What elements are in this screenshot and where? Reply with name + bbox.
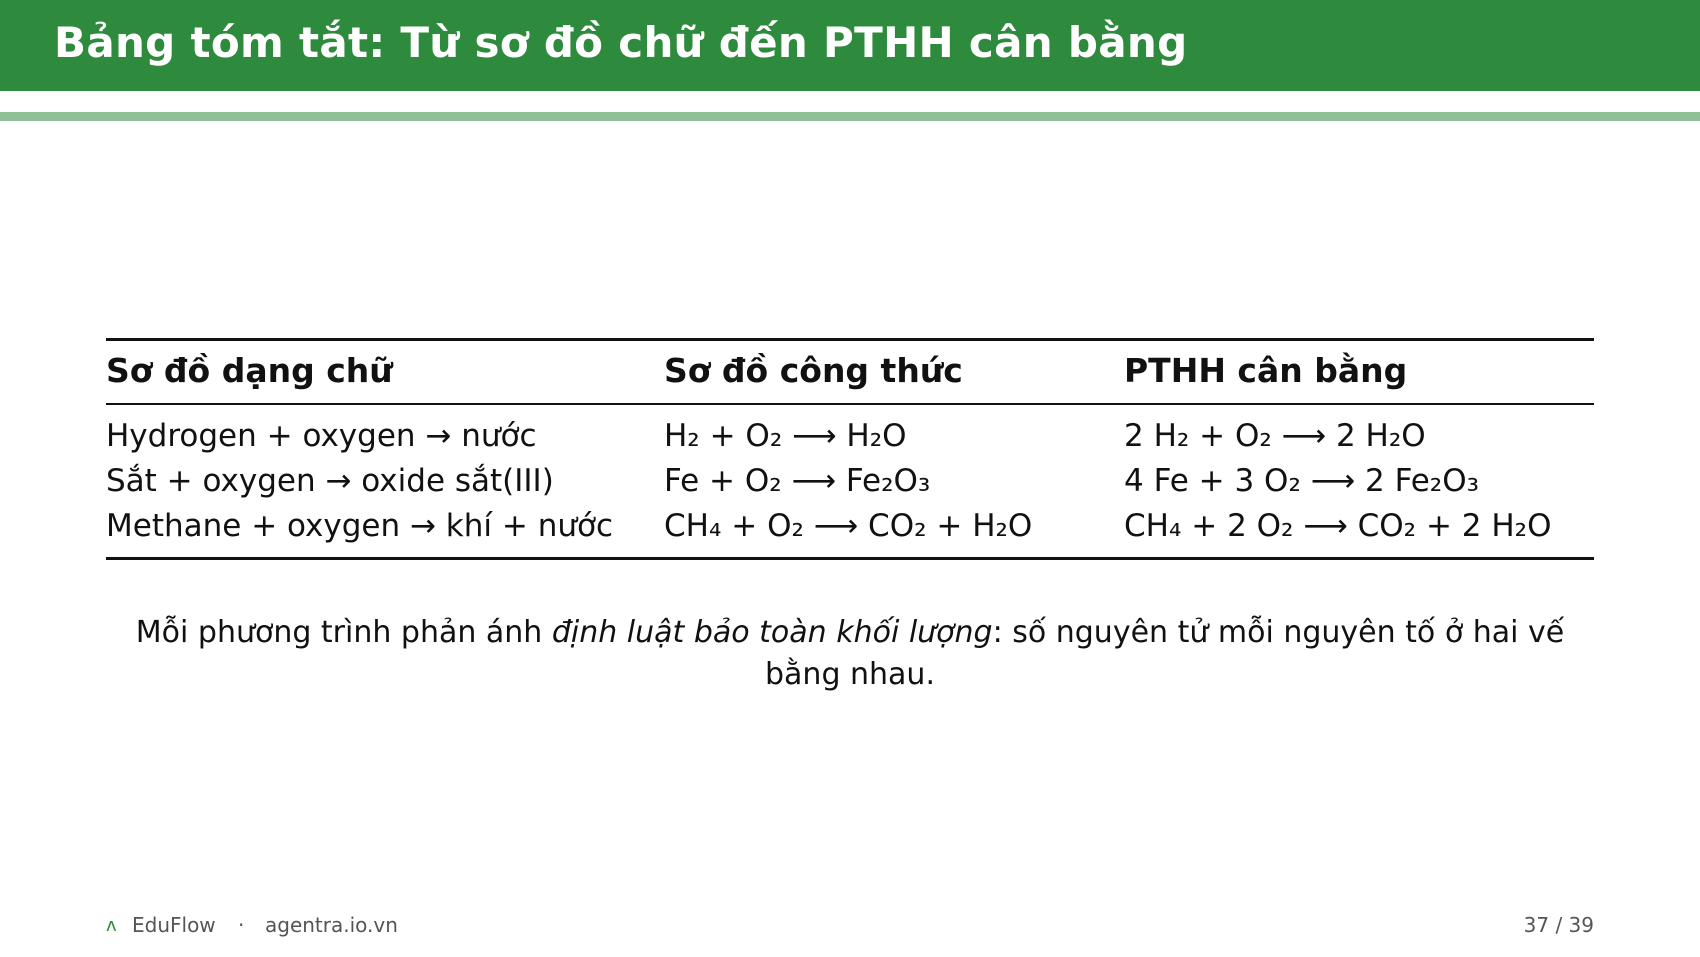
header-balanced-equation: PTHH cân bằng <box>1124 351 1408 390</box>
page-number: 37 / 39 <box>1523 913 1594 937</box>
header-formula-scheme: Sơ đồ công thức <box>664 351 963 390</box>
footer-brand: EduFlow <box>132 913 216 937</box>
accent-divider <box>0 112 1700 121</box>
table-cell: H₂ + O₂ ⟶ H₂O <box>664 418 907 454</box>
table-header-rule <box>106 403 1594 405</box>
footer-separator: · <box>238 913 245 937</box>
table-cell: Hydrogen + oxygen → nước <box>106 418 537 454</box>
footer <box>106 913 1594 939</box>
note-emphasis: định luật bảo toàn khối lượng <box>551 615 993 650</box>
title-bar <box>0 0 1700 91</box>
table-cell: 4 Fe + 3 O₂ ⟶ 2 Fe₂O₃ <box>1124 463 1480 499</box>
slide-title: Bảng tóm tắt: Từ sơ đồ chữ đến PTHH cân bằng <box>54 18 1188 67</box>
conservation-note <box>106 612 1594 696</box>
table-cell: CH₄ + O₂ ⟶ CO₂ + H₂O <box>664 508 1033 544</box>
table-cell: Fe + O₂ ⟶ Fe₂O₃ <box>664 463 931 499</box>
table-cell: Methane + oxygen → khí + nước <box>106 508 614 544</box>
table-cell: Sắt + oxygen → oxide sắt(III) <box>106 463 554 499</box>
footer-site-link[interactable]: agentra.io.vn <box>265 913 398 937</box>
note-suffix: : số nguyên tử mỗi nguyên tố ở hai vế bằng nhau. <box>765 615 1565 692</box>
table-top-rule <box>106 338 1594 341</box>
table-bottom-rule <box>106 557 1594 560</box>
eduflow-logo-icon: ʌ <box>106 915 117 936</box>
header-word-scheme: Sơ đồ dạng chữ <box>106 351 393 390</box>
note-prefix: Mỗi phương trình phản ánh <box>135 615 552 650</box>
table-cell: CH₄ + 2 O₂ ⟶ CO₂ + 2 H₂O <box>1124 508 1552 544</box>
table-cell: 2 H₂ + O₂ ⟶ 2 H₂O <box>1124 418 1426 454</box>
